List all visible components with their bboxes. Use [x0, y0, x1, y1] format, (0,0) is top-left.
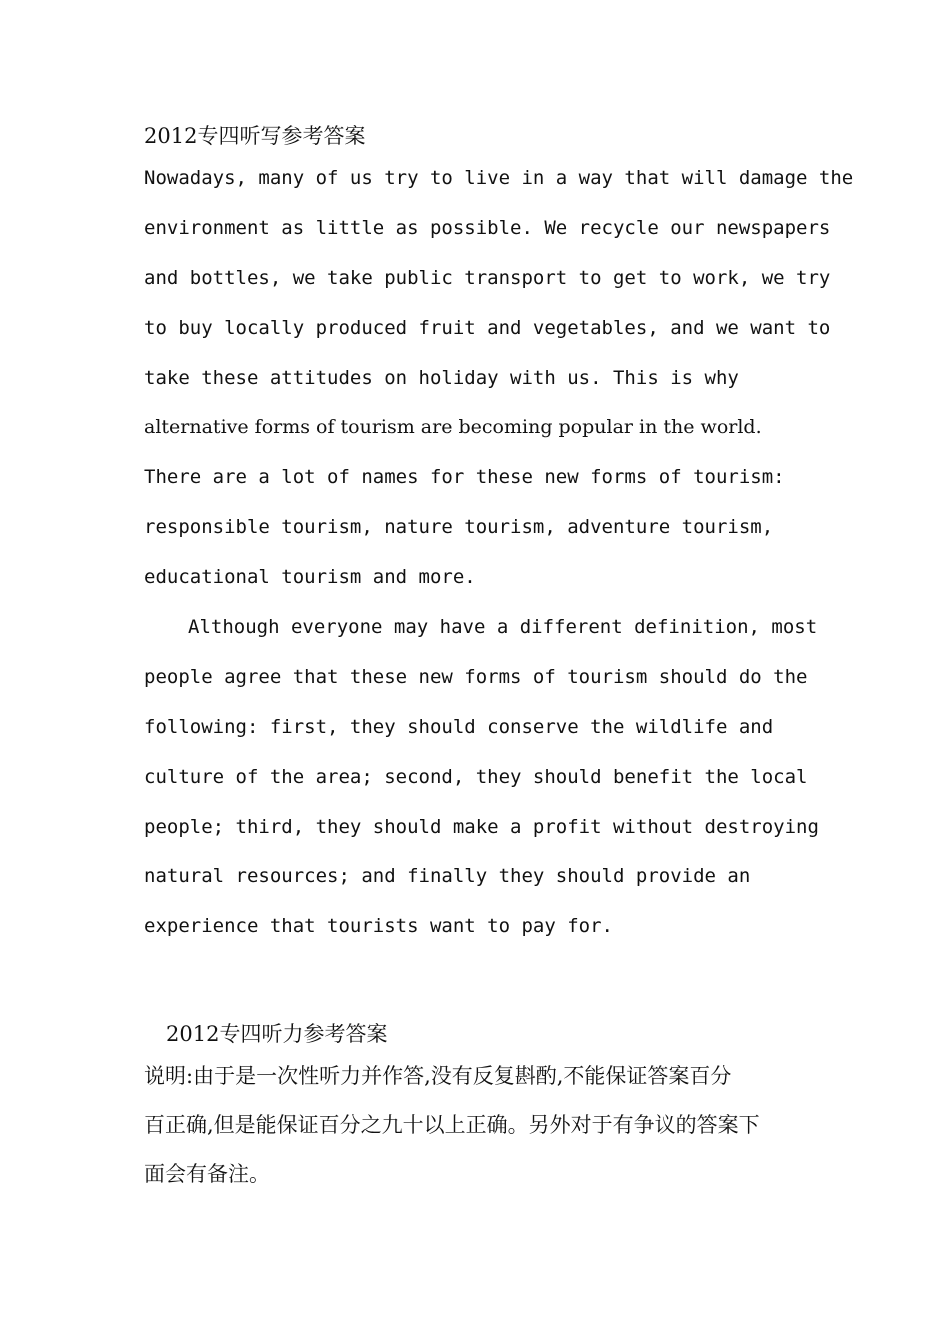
text-line: environment as little as possible. We recycle our newspapers — [144, 216, 831, 239]
text-line: Although everyone may have a different definition, most — [188, 616, 818, 639]
text-line: and bottles, we take public transport to get to work, we try — [144, 266, 831, 289]
section-title-dictation: 2012专四听写参考答案 — [144, 124, 366, 148]
text-line: 说明:由于是一次性听力并作答,没有反复斟酌,不能保证答案百分 — [144, 1064, 732, 1089]
text-line: people; third, they should make a profit without destroying — [144, 815, 819, 838]
dictation-paragraph-2 — [144, 603, 819, 952]
text-line: alternative forms of tourism are becoming popular in the world. — [144, 416, 762, 439]
listening-note-paragraph — [144, 1052, 812, 1199]
text-line: 百正确,但是能保证百分之九十以上正确。另外对于有争议的答案下 — [144, 1113, 760, 1138]
text-line: Nowadays, many of us try to live in a way that will damage the — [144, 167, 854, 189]
text-line: natural resources; and finally they should provide an — [144, 865, 751, 888]
text-line: following: first, they should conserve the wildlife and — [144, 715, 774, 738]
text-line: to buy locally produced fruit and vegetables, and we want to — [144, 316, 831, 339]
text-line: 面会有备注。 — [144, 1162, 270, 1187]
text-line: responsible tourism, nature tourism, adventure tourism, — [144, 516, 774, 539]
text-line: There are a lot of names for these new forms of tourism: — [144, 466, 785, 489]
text-line: experience that tourists want to pay for. — [144, 915, 613, 938]
section-title-listening: 2012专四听力参考答案 — [166, 1022, 388, 1047]
document-page — [144, 118, 854, 1199]
text-line: culture of the area; second, they should benefit the local — [144, 765, 808, 788]
text-line: people agree that these new forms of tourism should do the — [144, 665, 808, 688]
text-line: take these attitudes on holiday with us. This is why — [144, 366, 739, 389]
dictation-paragraph-1 — [144, 154, 854, 603]
text-line: educational tourism and more. — [144, 566, 476, 589]
